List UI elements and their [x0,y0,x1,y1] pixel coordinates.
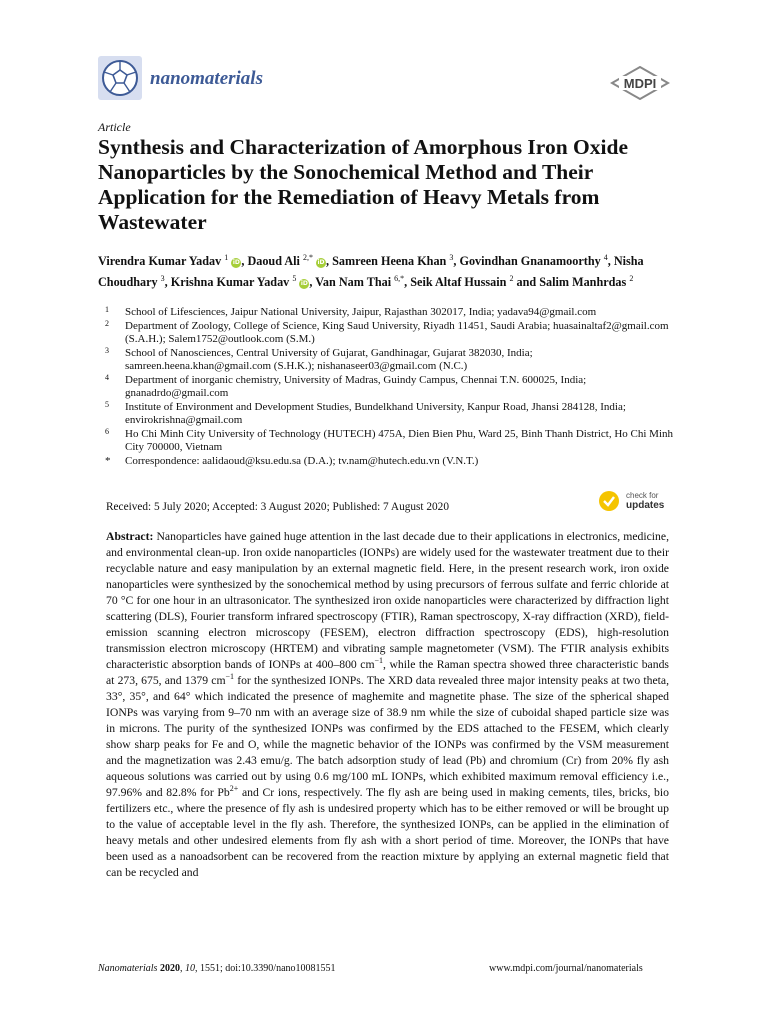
affiliation-item [100,401,680,428]
author-name: Nisha Choudhary [98,254,644,290]
author [459,254,613,268]
footer-journal: Nanomaterials [98,963,158,974]
author-name: Govindhan Gnanamoorthy [459,254,601,269]
check-updates-line1: check for [626,491,659,500]
affiliation-text: Institute of Environment and Development Studies, Bundelkhand University, Kanpur Road, Jhansi 284128, India; envirokrishna@gmail.com [125,400,626,426]
affiliation-item [100,428,680,455]
author-separator: , [241,254,248,269]
author-separator: , [404,275,411,290]
nanoball-icon [98,56,142,100]
correspondence [100,455,680,469]
abstract-label: Abstract: [106,530,154,543]
author [410,275,539,289]
journal-url[interactable]: www.mdpi.com/journal/nanomaterials [489,963,643,974]
publication-dates: Received: 5 July 2020; Accepted: 3 August 2020; Published: 7 August 2020 [106,501,449,513]
author-separator: , [326,254,333,269]
affiliation-number: 6 [105,426,109,436]
author-affiliation-sup: 4 [603,253,608,262]
abstract-text-1: Nanoparticles have gained huge attention in the last decade due to their applications in electronics, medicine, and environmental clean-up. Iron oxide nanoparticles (IONPs) are widely used for the wastewater treatment due to their recyclable nature and easy manipulation by an external magnetic field. Here, in the present research work, iron oxide nanoparticles were synthesized by the sonochemical method by using precursors of ferrous sulfate and ferric chloride at 70 °C for one hour in an ultrasonicator. The synthesized iron oxide nanoparticles were characterized by diffraction light scattering (DLS), Fourier transform infrared spectroscopy (FTIR), Raman spectroscopy, X-ray diffraction (XRD), field-emission scanning electron microscopy (FESEM), electron diffraction spectroscopy (EDS), high-resolution transmission electron microscopy (HRTEM) and vibrating sample magnetometer (VSM). The FTIR analysis exhibits characteristic absorption bands of IONPs at 400–800 cm [106,530,669,671]
affiliation-number: 2 [105,318,109,328]
author-affiliation-sup: 2,* [302,253,313,262]
author-separator: , [607,254,614,269]
author [98,254,247,268]
correspondence-text: Correspondence: aalidaoud@ksu.edu.sa (D.A.); tv.nam@hutech.edu.vn (V.N.T.) [125,454,479,467]
affiliation-text: Department of inorganic chemistry, University of Madras, Guindy Campus, Chennai T.N. 600025, India; gnanadrdo@gmail.com [125,373,587,399]
abstract-sup-1: −1 [374,656,384,666]
footer-doi: , 1551; doi:10.3390/nano10081551 [194,963,336,974]
author [247,254,332,268]
affiliation-text: School of Lifesciences, Jaipur National University, Jaipur, Rajasthan 302017, India; yadava94@gmail.com [125,306,597,318]
author-name: Seik Altaf Hussain [410,275,507,290]
affiliation-text: School of Nanosciences, Central University of Gujarat, Gandhinagar, Gujarat 382030, India; samreen.heena.khan@gmail.com (S.H.K.); nishanaseer03@gmail.com (N.C.) [125,346,533,372]
author-name: Van Nam Thai [315,275,392,290]
citation-footer: Nanomaterials 2020, 10, 1551; doi:10.3390/nano10081551 [98,963,336,974]
orcid-icon[interactable]: iD [317,259,325,267]
publisher-name: MDPI [623,76,657,91]
affiliation-item [100,374,680,401]
author-separator: , [453,254,460,269]
author-affiliation-sup: 6,* [394,274,405,284]
author [315,275,410,289]
author-affiliation-sup: 2 [509,274,514,284]
orcid-icon[interactable]: iD [232,259,240,267]
journal-logo [98,56,142,100]
journal-name[interactable]: nanomaterials [150,68,263,89]
footer-year: 2020 [159,963,180,974]
article-type: Article [98,120,131,134]
abstract-sup-3: 2+ [229,784,239,794]
abstract-sup-2: −1 [225,672,235,682]
affiliation-number: 1 [105,305,109,314]
mdpi-logo-icon [610,66,670,100]
affiliations [100,306,680,468]
author [539,275,633,289]
check-updates-line2: updates [626,500,665,511]
abstract-text-3: for the synthesized IONPs. The XRD data revealed three major intensity peaks at two theta, 33°, 35°, and 64° which indicated the presence of maghemite and magnetite phase. The size of the spherical shaped IONPs was varying from 9–70 nm with an average size of 38.9 nm while the size of cuboidal shaped particle size was in microns. The purity of the synthesized IONPs was confirmed by the EDS attached to the FESEM, which clearly show sharp peaks for Fe and O, while the magnetic behavior of the IONPs was confirmed by the VSM measurement and the magnetization was 2.43 emu/g. The batch adsorption study of lead (Pb) and chromium (Cr) from 20% fly ash aqueous solutions was carried out by using 0.6 mg/100 mL IONPs, which exhibited maximum removal efficiency i.e., 97.96% and 82.8% for Pb [106,674,669,799]
author-separator: , [309,275,316,290]
author [171,275,315,289]
author-list [98,249,678,291]
mdpi-logo[interactable] [610,66,670,104]
correspondence-mark: * [105,454,111,467]
author-separator: and [513,275,540,290]
abstract-text-2: , while the Raman spectra showed three characteristic bands at 273, 675, and 1379 cm [106,658,669,687]
author-affiliation-sup: 3 [449,253,454,262]
article-title: Synthesis and Characterization of Amorphous Iron Oxide Nanoparticles by the Sonochemical Method and Their Application for the Remediation of Heavy Metals from Wastewater [98,135,628,234]
affiliation-item [100,306,680,320]
abstract-text-4: and Cr ions, respectively. The fly ash are being used in making cements, tiles, bricks, bio fertilizers etc., where the presence of fly ash is undesired property which has to be either removed or will be brought up to the value of acceptable level in the fly ash. Therefore, the synthesized IONPs, can be applied in the elimination of heavy metals and other undesired elements from fly ash with a short period of time. Moreover, the IONPs that have been used as a nanoadsorbent can be recovered from the reaction mixture by applying an external magnetic field that can be recycled and [106,786,669,879]
author-affiliation-sup: 3 [160,274,165,284]
affiliation-number: 4 [105,372,109,382]
author-name: Samreen Heena Khan [332,254,447,269]
author-name: Krishna Kumar Yadav [170,275,290,290]
affiliation-item [100,347,680,374]
author [332,254,459,268]
affiliation-item [100,320,680,347]
author-name: Salim Manhrdas [539,275,627,290]
affiliation-text: Department of Zoology, College of Science, King Saud University, Riyadh 11451, Saudi Arabia; huasainaltaf2@gmail.com (S.A.H.); Salem1752@outlook.com (S.M.) [125,319,669,345]
abstract [106,529,669,881]
author-affiliation-sup: 5 [292,274,297,284]
author-name: Virendra Kumar Yadav [98,254,222,269]
affiliation-number: 3 [105,345,109,355]
orcid-icon[interactable]: iD [300,280,308,288]
author-separator: , [164,275,171,290]
author-name: Daoud Ali [247,254,300,269]
affiliation-number: 5 [105,399,109,409]
author-affiliation-sup: 1 [224,253,229,262]
footer-volume: 10 [184,963,195,974]
author-affiliation-sup: 2 [629,274,634,284]
affiliation-text: Ho Chi Minh City University of Technology (HUTECH) 475A, Dien Bien Phu, Ward 25, Binh Thanh District, Ho Chi Minh City 700000, Vietnam [125,427,674,453]
